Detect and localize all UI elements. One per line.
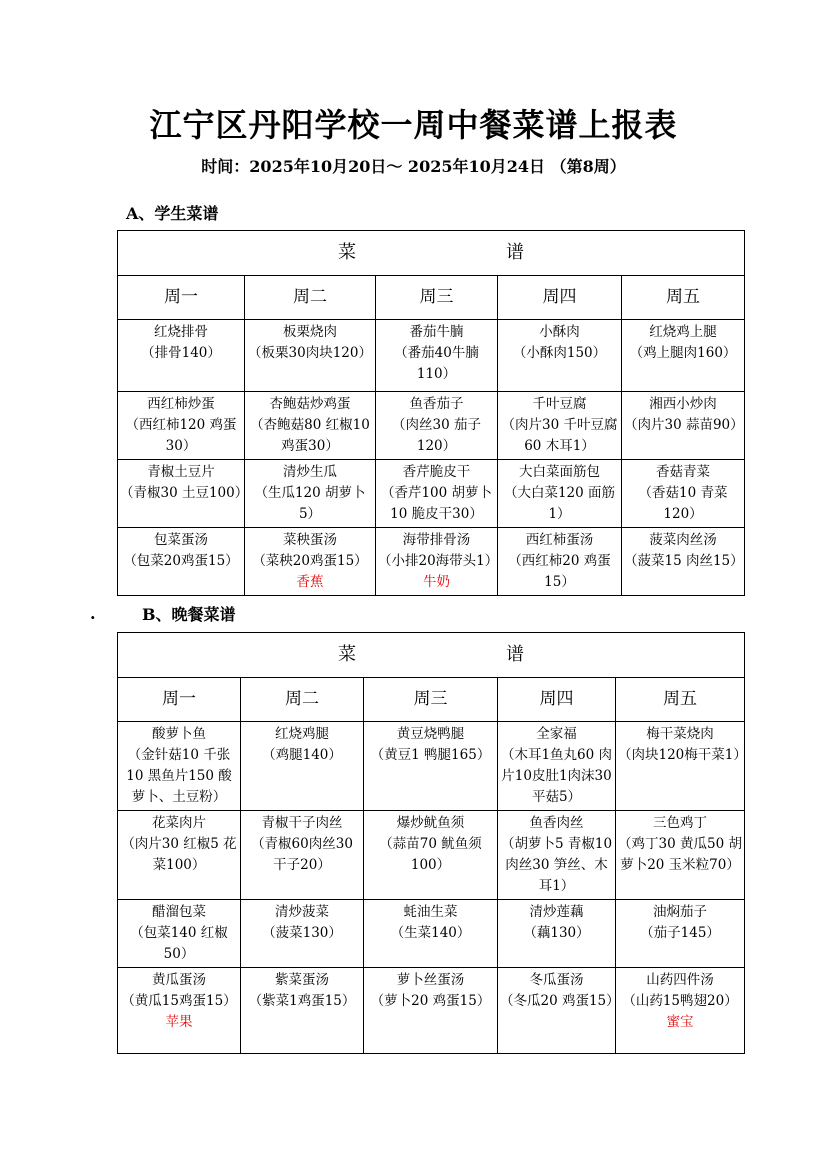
dish-cell (364, 900, 498, 968)
dish-name: 山药四件汤 (646, 972, 714, 988)
dish-name: 香菇青菜 (656, 464, 711, 480)
dish-ingredients: （青椒30 土豆100） (120, 485, 249, 501)
dish-cell (622, 320, 745, 392)
dish-ingredients: （肉片30 红椒5 花菜100） (121, 836, 237, 873)
dish-name: 大白菜面筋包 (519, 464, 600, 480)
dish-name: 黄瓜蛋汤 (152, 972, 206, 988)
student-menu-table (117, 230, 745, 596)
dish-cell (241, 900, 364, 968)
dish-cell (498, 968, 620, 1054)
day-wed: 周三 (376, 276, 498, 320)
section-b-label: B、晚餐菜谱 (142, 605, 236, 624)
dish-ingredients: （鸡丁30 黄瓜50 胡萝卜20 玉米粒70） (618, 836, 742, 873)
menu-row (118, 392, 745, 460)
dish-ingredients: （黄瓜15鸡蛋15） (121, 993, 237, 1009)
dish-name: 红烧排骨 (154, 324, 208, 340)
dish-extra: 蜜宝 (666, 1014, 694, 1030)
dish-name: 板栗烧肉 (283, 324, 337, 340)
dish-ingredients: （肉片30 蒜苗90） (624, 417, 744, 433)
dish-cell (118, 811, 241, 900)
dish-cell (245, 460, 376, 528)
menu-row (118, 900, 745, 968)
dish-name: 菠菜肉丝汤 (649, 532, 717, 548)
dinner-menu-table (117, 632, 745, 1054)
day-wed: 周三 (364, 678, 498, 722)
dish-name: 油焖茄子 (653, 904, 708, 920)
dish-extra: 牛奶 (423, 574, 450, 590)
dish-name: 梅干菜烧肉 (646, 726, 714, 742)
day-thu: 周四 (498, 678, 616, 722)
dish-cell (376, 460, 498, 528)
dish-cell (118, 968, 241, 1054)
dish-cell (622, 392, 745, 460)
day-thu: 周四 (498, 276, 622, 320)
day-fri: 周五 (616, 678, 745, 722)
dish-cell (376, 528, 498, 596)
dish-cell (241, 811, 364, 900)
dish-cell (616, 900, 745, 968)
dish-ingredients: （萝卜20 鸡蛋15） (370, 993, 491, 1009)
stray-dot: . (90, 604, 96, 623)
dish-name: 爆炒鱿鱼须 (396, 815, 465, 831)
dish-cell (118, 528, 245, 596)
dish-cell (498, 722, 616, 811)
dish-ingredients: （肉片30 千叶豆腐60 木耳1） (501, 417, 618, 454)
dish-cell (498, 528, 622, 596)
dish-cell (245, 320, 376, 392)
dish-ingredients: （菜秧20鸡蛋15） (252, 553, 368, 569)
dish-name: 杏鲍菇炒鸡蛋 (269, 396, 351, 412)
dish-name: 菜秧蛋汤 (283, 532, 337, 548)
dish-ingredients: （金针菇10 千张10 黑鱼片150 酸萝卜、土豆粉） (126, 747, 232, 805)
dish-name: 包菜蛋汤 (154, 532, 208, 548)
menu-row (118, 528, 745, 596)
dish-ingredients: （大白菜120 面筋1） (503, 485, 616, 522)
dish-ingredients: （藕130） (523, 925, 590, 941)
dish-name: 萝卜丝蛋汤 (396, 972, 465, 988)
dish-name: 西红柿蛋汤 (525, 532, 594, 548)
dish-name: 海带排骨汤 (402, 532, 471, 548)
dish-cell (118, 320, 245, 392)
dish-cell (118, 392, 245, 460)
menu-row (118, 320, 745, 392)
dish-cell (245, 392, 376, 460)
dish-name: 西红柿炒蛋 (147, 396, 215, 412)
dish-ingredients: （香菇10 青菜120） (638, 485, 728, 522)
dish-ingredients: （板栗30肉块120） (248, 345, 372, 361)
dish-cell (616, 722, 745, 811)
dish-cell (622, 528, 745, 596)
dish-name: 鱼香茄子 (409, 396, 464, 412)
dish-ingredients: （鸡上腿肉160） (629, 345, 737, 361)
dish-ingredients: （小排20海带头1） (378, 553, 499, 569)
dish-name: 清炒莲藕 (529, 904, 584, 920)
dish-cell (498, 900, 616, 968)
dish-cell (118, 722, 241, 811)
dish-cell (498, 811, 616, 900)
dish-ingredients: （肉丝30 茄子120） (392, 417, 481, 454)
dish-name: 清炒菠菜 (275, 904, 329, 920)
dish-ingredients: （生菜140） (390, 925, 471, 941)
menu-row (118, 968, 745, 1054)
dish-ingredients: （茄子145） (640, 925, 720, 941)
day-tue: 周二 (245, 276, 376, 320)
dish-ingredients: （鸡腿140） (262, 747, 342, 763)
menu-row (118, 460, 745, 528)
dish-name: 冬瓜蛋汤 (529, 972, 584, 988)
dish-name: 香芹脆皮干 (402, 464, 471, 480)
dish-name: 黄豆烧鸭腿 (396, 726, 465, 742)
dish-name: 蚝油生菜 (403, 904, 458, 920)
dish-extra: 苹果 (165, 1014, 193, 1030)
dish-cell (241, 722, 364, 811)
dish-name: 红烧鸡上腿 (649, 324, 717, 340)
dish-cell (364, 968, 498, 1054)
dish-name: 醋溜包菜 (152, 904, 206, 920)
dish-cell (622, 460, 745, 528)
dish-ingredients: （生瓜120 胡萝卜5） (254, 485, 366, 522)
dish-name: 鱼香肉丝 (529, 815, 584, 831)
dish-cell (498, 392, 622, 460)
dish-ingredients: （杏鲍菇80 红椒10 鸡蛋30） (250, 417, 370, 454)
dish-cell (376, 320, 498, 392)
dish-ingredients: （山药15鸭翅20） (622, 993, 738, 1009)
day-mon: 周一 (118, 276, 245, 320)
day-mon: 周一 (118, 678, 241, 722)
dish-name: 花菜肉片 (152, 815, 206, 831)
dish-ingredients: （番茄40牛腩110） (394, 345, 479, 382)
dish-name: 青椒土豆片 (147, 464, 215, 480)
dish-ingredients: （木耳1鱼丸60 肉片10皮肚1肉沫30 平菇5） (500, 747, 613, 805)
dish-ingredients: （包菜20鸡蛋15） (123, 553, 239, 569)
dish-ingredients: （肉块120梅干菜1） (618, 747, 747, 763)
dish-name: 番茄牛腩 (409, 324, 464, 340)
dish-ingredients: （青椒60肉丝30 干子20） (251, 836, 353, 873)
dish-extra: 香蕉 (296, 574, 324, 590)
dish-cell (364, 722, 498, 811)
dish-name: 清炒生瓜 (283, 464, 337, 480)
dish-cell (118, 460, 249, 528)
dish-ingredients: （香芹100 胡萝卜10 脆皮干30） (380, 485, 493, 522)
dish-ingredients: （蒜苗70 鱿鱼须100） (379, 836, 482, 873)
day-tue: 周二 (241, 678, 364, 722)
dish-ingredients: （包菜140 红椒50） (130, 925, 228, 962)
dish-cell (364, 811, 498, 900)
dish-name: 湘西小炒肉 (649, 396, 717, 412)
dish-cell (241, 968, 364, 1054)
menu-row (118, 722, 745, 811)
date-range: 时间：2025年10月20日～ 2025年10月24日 （第8周） (201, 157, 626, 176)
dish-name: 酸萝卜鱼 (152, 726, 206, 742)
dish-cell (616, 811, 745, 900)
page-title: 江宁区丹阳学校一周中餐菜谱上报表 (149, 106, 678, 144)
dish-ingredients: （排骨140） (141, 345, 221, 361)
dish-name: 紫菜蛋汤 (275, 972, 329, 988)
dish-cell (616, 968, 745, 1054)
dish-ingredients: （冬瓜20 鸡蛋15） (500, 993, 620, 1009)
dish-name: 青椒干子肉丝 (261, 815, 343, 831)
dish-ingredients: （小酥肉150） (512, 345, 607, 361)
dish-cell (498, 320, 622, 392)
dish-name: 千叶豆腐 (532, 396, 587, 412)
dish-ingredients: （菠菜130） (262, 925, 342, 941)
dish-ingredients: （菠菜15 肉丝15） (624, 553, 744, 569)
section-a-label: A、学生菜谱 (126, 204, 219, 223)
dish-name: 三色鸡丁 (653, 815, 708, 831)
dish-cell (118, 900, 241, 968)
menu-header: 菜 谱 (118, 231, 745, 276)
dish-name: 红烧鸡腿 (275, 726, 329, 742)
menu-row (118, 811, 745, 900)
dish-ingredients: （紫菜1鸡蛋15） (248, 993, 356, 1009)
dish-ingredients: （黄豆1 鸭腿165） (370, 747, 491, 763)
dish-cell (376, 392, 498, 460)
dish-ingredients: （西红柿20 鸡蛋15） (508, 553, 611, 590)
dish-ingredients: （胡萝卜5 青椒10 肉丝30 笋丝、木耳1） (500, 836, 613, 894)
dish-cell (245, 528, 376, 596)
dish-ingredients: （西红柿120 鸡蛋30） (125, 417, 237, 454)
dish-name: 小酥肉 (539, 324, 580, 340)
day-fri: 周五 (622, 276, 745, 320)
dish-name: 全家福 (536, 726, 577, 742)
dish-cell (498, 460, 622, 528)
menu-header: 菜 谱 (118, 633, 745, 678)
